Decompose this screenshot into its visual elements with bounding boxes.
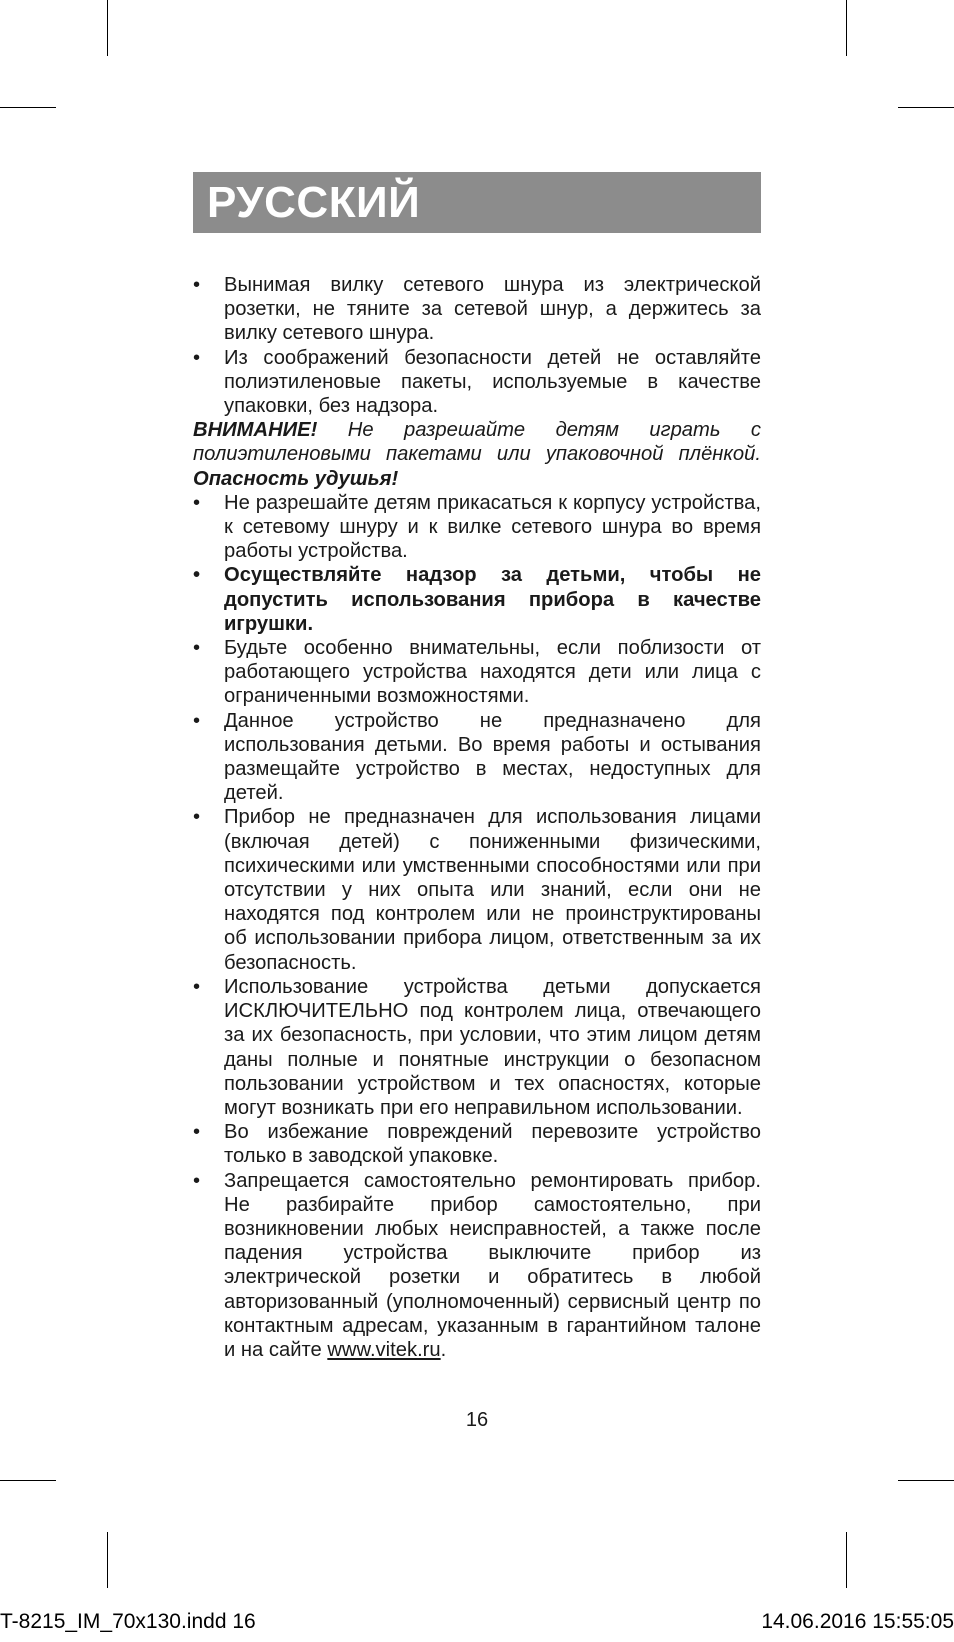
bullet-icon: • bbox=[193, 491, 201, 514]
crop-mark-right-top bbox=[898, 107, 954, 108]
crop-mark-right-bottom bbox=[898, 1480, 954, 1481]
bullet-icon: • bbox=[193, 806, 201, 829]
list-item: • Данное устройство не предназначено для использования детьми. Во время работы и остывания размещайте устройство в местах, недоступных для детей. bbox=[193, 709, 761, 805]
crop-mark-top-right bbox=[846, 0, 847, 56]
crop-mark-left-top bbox=[0, 107, 56, 108]
bullet-icon: • bbox=[193, 346, 201, 369]
bullet-icon: • bbox=[193, 975, 201, 998]
list-item: • Прибор не предназначен для использования лицами (включая детей) с пониженными физическими, психическими или умственными способностями или при отсутствии у них опыта или знаний, если они не находятся под контролем или не проинструктированы об использовании прибора лицом, ответственным за их безопасность. bbox=[193, 806, 761, 974]
instructions-content bbox=[193, 273, 761, 1362]
bullet-icon: • bbox=[193, 274, 201, 296]
list-item: • Из соображений безопасности детей не оставляйте полиэтиленовые пакеты, используемые в качестве упаковки, без надзора. bbox=[193, 346, 761, 418]
bullet-icon: • bbox=[193, 1169, 201, 1192]
bullet-icon: • bbox=[193, 709, 201, 732]
bullet-icon: • bbox=[193, 564, 201, 587]
bullet-icon: • bbox=[193, 637, 201, 660]
list-item: • Использование устройства детьми допускается ИСКЛЮЧИТЕЛЬНО под контролем лица, отвечающего за их безопасность, при условии, что этим лицом детям даны полные и понятные инструкции о безопасном пользовании устройством и тех опасностях, которые могут возникать при его неправильном использовании. bbox=[193, 975, 761, 1119]
crop-mark-bottom-right bbox=[846, 1532, 847, 1588]
bullet-icon: • bbox=[193, 1121, 201, 1144]
list-item: • Не разрешайте детям прикасаться к корпусу устройства, к сетевому шнуру и к вилке сетевого шнура во время работы устройства. bbox=[193, 491, 761, 563]
list-item: • Будьте особенно внимательны, если поблизости от работающего устройства находятся дети или лица с ограниченными возможностями. bbox=[193, 637, 761, 708]
safety-list-1 bbox=[193, 273, 761, 418]
warning-text: Не разрешайте детям играть с полиэтиленовыми пакетами или упаковочной плёнкой. bbox=[193, 419, 761, 466]
danger-label: Опасность удушья! bbox=[193, 467, 399, 490]
slug-datetime: 14.06.2016 15:55:05 bbox=[761, 1610, 954, 1633]
safety-list-2 bbox=[193, 491, 761, 1362]
crop-mark-left-bottom bbox=[0, 1480, 56, 1481]
list-item: • Во избежание повреждений перевозите устройство только в заводской упаковке. bbox=[193, 1121, 761, 1168]
website-link[interactable]: www.vitek.ru bbox=[327, 1338, 441, 1361]
crop-mark-top-left bbox=[107, 0, 108, 56]
list-item: • Вынимая вилку сетевого шнура из электрической розетки, не тяните за сетевой шнур, а держитесь за вилку сетевого шнура. bbox=[193, 274, 761, 345]
page-title: РУССКИЙ bbox=[207, 178, 421, 227]
list-item-emphasis: • Осуществляйте надзор за детьми, чтобы не допустить использования прибора в качестве игрушки. bbox=[193, 564, 761, 635]
crop-mark-bottom-left bbox=[107, 1532, 108, 1588]
list-item-service: • Запрещается самостоятельно ремонтировать прибор. Не разбирайте прибор самостоятельно, при возникновении любых неисправностей, а также после падения устройства выключите прибор из электрической розетки и обратитесь в любой авторизованный (уполномоченный) сервисный центр по контактным адресам, указанным в гарантийном талоне и на сайте www.vitek.ru. bbox=[193, 1169, 761, 1361]
warning-paragraph bbox=[193, 418, 761, 491]
slug-filename: T-8215_IM_70x130.indd 16 bbox=[0, 1610, 256, 1633]
warning-label: ВНИМАНИЕ! bbox=[193, 419, 318, 442]
language-header bbox=[193, 172, 761, 233]
page-number: 16 bbox=[465, 1409, 489, 1431]
